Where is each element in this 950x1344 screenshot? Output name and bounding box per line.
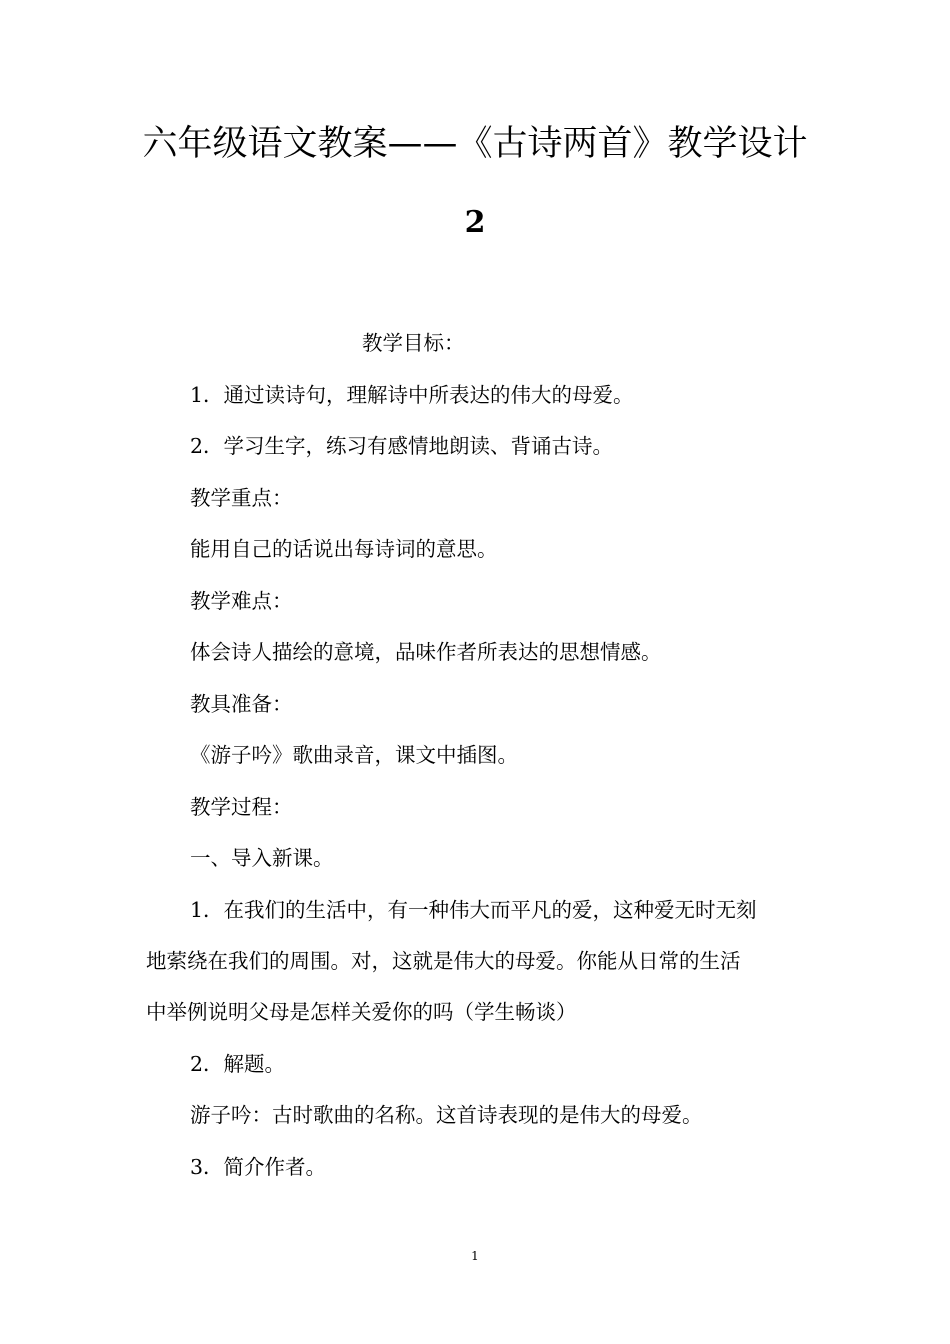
process-item-3-number: 3． (190, 1155, 224, 1179)
process-item-1-text: 在我们的生活中，有一种伟大而平凡的爱，这种爱无时无刻 (223, 898, 757, 922)
process-item-2 (190, 1049, 285, 1079)
process-item-3 (190, 1152, 326, 1182)
goal-item-1-text: 通过读诗句，理解诗中所表达的伟大的母爱。 (223, 383, 634, 407)
process-item-2-detail: 游子吟：古时歌曲的名称。这首诗表现的是伟大的母爱。 (190, 1103, 703, 1127)
goal-item-1-number: 1． (190, 383, 224, 407)
tools-text: 《游子吟》歌曲录音，课文中插图。 (190, 743, 518, 767)
tools-heading: 教具准备： (190, 692, 293, 716)
process-item-1-number: 1． (190, 898, 224, 922)
goal-item-1 (190, 380, 634, 410)
process-item-1-line-2: 地萦绕在我们的周围。对，这就是伟大的母爱。你能从日常的生活 (146, 949, 741, 973)
goal-item-2 (190, 431, 613, 461)
process-item-2-number: 2． (190, 1052, 224, 1076)
key-points-heading: 教学重点： (190, 486, 293, 510)
process-item-1-line-1 (190, 895, 757, 925)
process-item-3-text: 简介作者。 (223, 1155, 327, 1179)
page-number: 1 (471, 1249, 479, 1263)
difficulty-heading: 教学难点： (190, 589, 293, 613)
difficulty-text: 体会诗人描绘的意境，品味作者所表达的思想情感。 (190, 640, 662, 664)
key-points-text: 能用自己的话说出每诗词的意思。 (190, 537, 498, 561)
goal-item-2-text: 学习生字，练习有感情地朗读、背诵古诗。 (223, 434, 614, 458)
goal-item-2-number: 2． (190, 434, 224, 458)
document-title: 六年级语文教案——《古诗两首》教学设计 (142, 124, 808, 164)
goals-heading: 教学目标： (362, 331, 465, 355)
process-item-2-text: 解题。 (223, 1052, 286, 1076)
process-heading: 教学过程： (190, 795, 293, 819)
process-item-1-line-3: 中举例说明父母是怎样关爱你的吗（学生畅谈） (146, 1000, 577, 1024)
document-title-number: 2 (464, 205, 486, 240)
step-one-heading: 一、导入新课。 (190, 846, 334, 870)
